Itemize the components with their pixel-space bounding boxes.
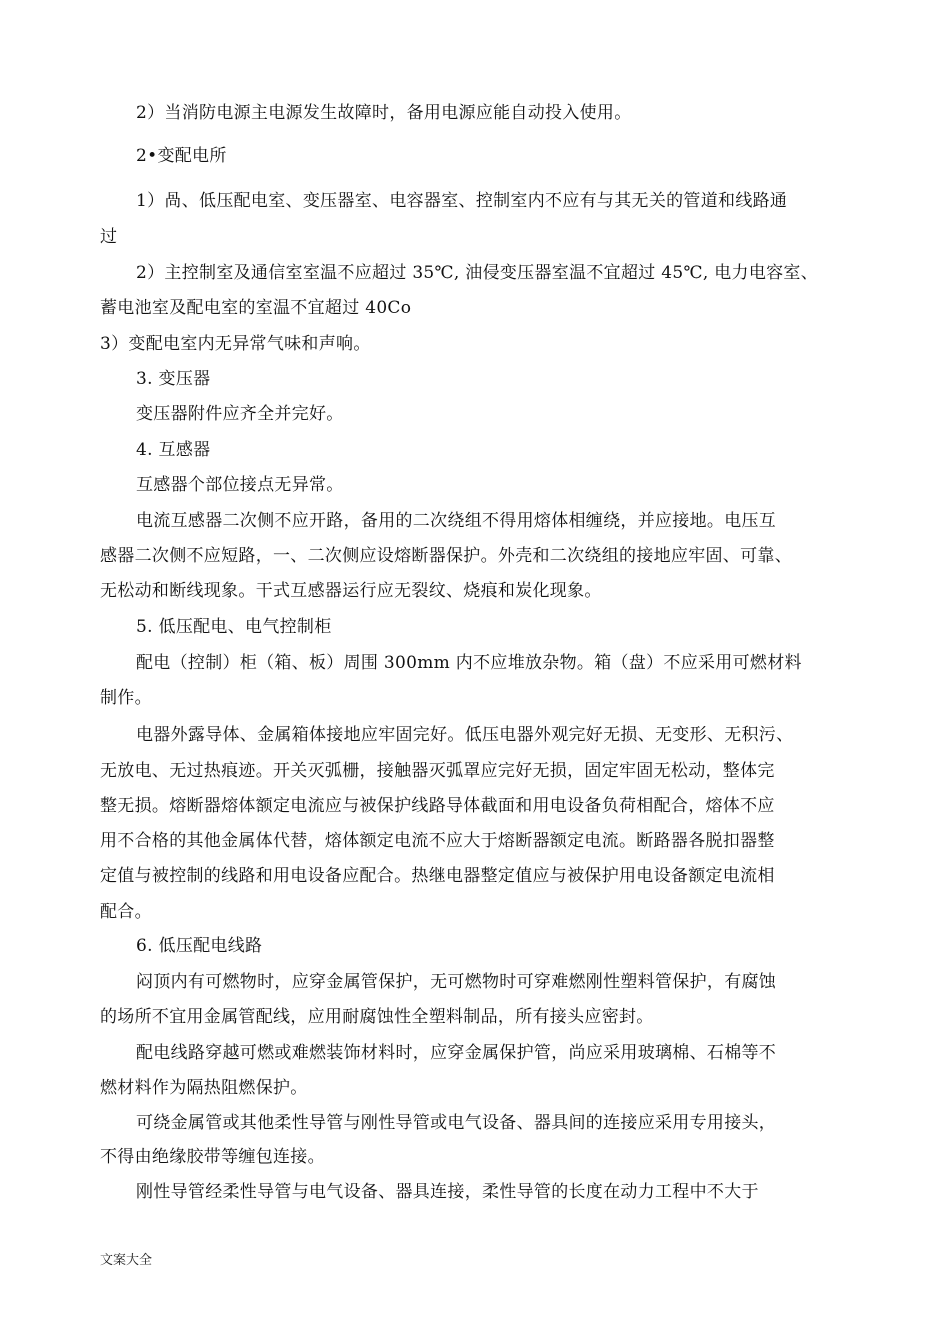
text-line: 2）当消防电源主电源发生故障时，备用电源应能自动投入使用。: [136, 103, 632, 123]
text-line: 蓄电池室及配电室的室温不宜超过 40Co: [100, 298, 412, 318]
text-line: 配电（控制）柜（箱、板）周围 300mm 内不应堆放杂物。箱（盘）不应采用可燃材料: [136, 653, 802, 673]
text-line: 无放电、无过热痕迹。开关灭弧栅，接触器灭弧罩应完好无损，固定牢固无松动，整体完: [100, 761, 775, 781]
text-line: 变压器附件应齐全并完好。: [136, 404, 344, 424]
text-line: 3）变配电室内无异常气味和声响。: [100, 334, 371, 354]
text-line: 用不合格的其他金属体代替，熔体额定电流不应大于熔断器额定电流。断路器各脱扣器整: [100, 831, 775, 851]
text-line: 感器二次侧不应短路，一、二次侧应设熔断器保护。外壳和二次绕组的接地应牢固、可靠、: [100, 546, 792, 566]
text-line: 电器外露导体、金属箱体接地应牢固完好。低压电器外观完好无损、无变形、无积污、: [136, 725, 794, 745]
text-line: 不得由绝缘胶带等缠包连接。: [100, 1147, 325, 1167]
text-line: 制作。: [100, 688, 152, 708]
text-line: 闷顶内有可燃物时，应穿金属管保护，无可燃物时可穿难燃刚性塑料管保护，有腐蚀: [136, 972, 777, 992]
text-line: 刚性导管经柔性导管与电气设备、器具连接，柔性导管的长度在动力工程中不大于: [136, 1182, 759, 1202]
text-line: 2）主控制室及通信室室温不应超过 35℃, 油侵变压器室温不宜超过 45℃, 电力电容室、: [136, 263, 819, 283]
page-footer: 文案大全: [100, 1253, 153, 1268]
text-line: 2•变配电所: [136, 146, 227, 166]
section-heading: 5. 低压配电、电气控制柜: [136, 617, 332, 637]
text-line: 配合。: [100, 902, 152, 922]
text-line: 无松动和断线现象。干式互感器运行应无裂纹、烧痕和炭化现象。: [100, 581, 602, 601]
section-heading: 6. 低压配电线路: [136, 936, 263, 956]
text-line: 的场所不宜用金属管配线，应用耐腐蚀性全塑料制品，所有接头应密封。: [100, 1007, 654, 1027]
text-line: 定值与被控制的线路和用电设备应配合。热继电器整定值应与被保护用电设备额定电流相: [100, 866, 775, 886]
text-line: 燃材料作为隔热阻燃保护。: [100, 1078, 308, 1098]
section-heading: 4. 互感器: [136, 440, 211, 460]
text-line: 互感器个部位接点无异常。: [136, 475, 344, 495]
text-line: 配电线路穿越可燃或难燃装饰材料时，应穿金属保护管，尚应采用玻璃棉、石棉等不: [136, 1043, 777, 1063]
text-line: 1）咼、低压配电室、变压器室、电容器室、控制室内不应有与其无关的管道和线路通: [136, 191, 788, 211]
text-line: 可绕金属管或其他柔性导管与刚性导管或电气设备、器具间的连接应采用专用接头，: [136, 1113, 777, 1133]
text-line: 电流互感器二次侧不应开路，备用的二次绕组不得用熔体相缠绕，并应接地。电压互: [136, 511, 777, 531]
text-line: 过: [100, 227, 118, 247]
section-heading: 3. 变压器: [136, 369, 211, 389]
text-line: 整无损。熔断器熔体额定电流应与被保护线路导体截面和用电设备负荷相配合，熔体不应: [100, 796, 775, 816]
